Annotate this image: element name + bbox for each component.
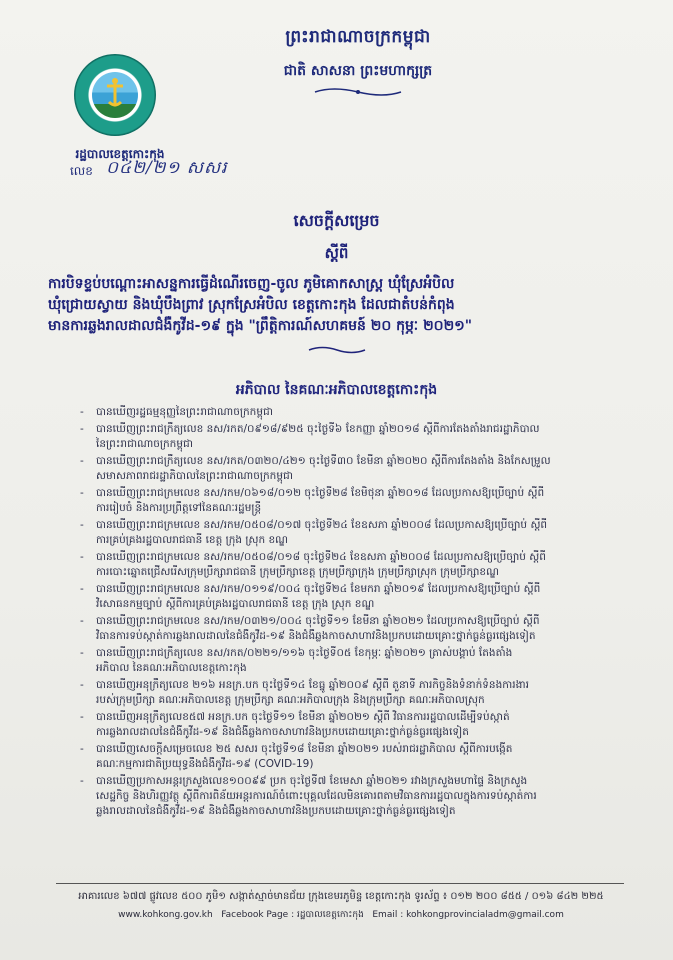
subject-line: មានការឆ្លងរាលដាលជំងឺកូវីដ-១៩ ក្នុង "ព្រឹត្តិការណ៍សហគមន៍ ២០ កុម្ភៈ ២០២១"	[48, 318, 473, 334]
consideration-line: របស់ក្រុមប្រឹក្សា គណៈអភិបាលខេត្ត ក្រុមប្រឹក្សា គណៈអភិបាលក្រុង និងក្រុមប្រឹក្សា គណៈអភិបាលស្រុក	[96, 694, 485, 706]
list-item	[80, 422, 620, 452]
consideration-line: ការរៀបចំ និងការប្រព្រឹត្តទៅនៃគណៈរដ្ឋមន្ត្រី	[96, 502, 262, 514]
subject-line: ឃុំជ្រោយស្វាយ និងឃុំបឹងព្រាវ ស្រុកស្រែអំបិល ខេត្តកោះកុង ដែលជាតំបន់កំពុង	[48, 297, 455, 313]
list-item	[80, 405, 620, 420]
consideration-line: សមាសភាពរាជរដ្ឋាភិបាលនៃព្រះរាជាណាចក្រកម្ពុជា	[96, 470, 293, 482]
list-item	[80, 550, 620, 580]
org-name: រដ្ឋបាលខេត្តកោះកុង	[75, 147, 165, 161]
decision-title: សេចក្ដីសម្រេច	[293, 211, 380, 230]
reference-label: លេខ	[70, 164, 93, 178]
consideration-line: - បានឃើញរដ្ឋធម្មនុញ្ញនៃព្រះរាជាណាចក្រកម្ពុជា	[96, 406, 273, 418]
list-item	[80, 678, 620, 708]
facebook-label: Facebook Page :	[221, 910, 295, 920]
consideration-line: - បានឃើញអនុក្រឹត្យលេខ ២១៦ អនក្រ.បក ចុះថ្ងៃទី១៤ ខែធ្នូ ឆ្នាំ២០០៩ ស្ដីពី តួនាទី ភារកិច្ចនិងទំនាក់ទំនងការងារ	[96, 679, 529, 691]
list-item	[80, 742, 620, 772]
issuing-authority: អភិបាល នៃគណៈអភិបាលខេត្តកោះកុង	[235, 382, 438, 398]
list-item	[80, 774, 620, 819]
consideration-line: - បានឃើញព្រះរាជក្រឹត្យលេខ នស/រកត/០៣២០/៤២១ ចុះថ្ងៃទី៣០ ខែមីនា ឆ្នាំ២០២០ ស្ដីពីការតែងតាំង និងកែសម្រួល	[96, 455, 551, 467]
subject-line: ការបិទខ្ទប់បណ្ដោះអាសន្នការធ្វើដំណើរចេញ-ចូល ភូមិគោកសាស្ត្រ ឃុំស្រែអំបិល	[48, 276, 455, 292]
consideration-line: - បានឃើញព្រះរាជក្រមលេខ នស/រកម/០៥០៨/០១៨ ចុះថ្ងៃទី២៤ ខែឧសភា ឆ្នាំ២០០៨ ដែលប្រកាសឱ្យប្រើច្បាប់ ស្ដីពី	[96, 551, 546, 563]
consideration-line: វិសោធនកម្មច្បាប់ ស្ដីពីការគ្រប់គ្រងរដ្ឋបាលរាជធានី ខេត្ត ក្រុង ស្រុក ខណ្ឌ	[96, 598, 375, 610]
national-motto: ជាតិ សាសនា ព្រះមហាក្សត្រ	[283, 63, 433, 79]
consideration-line: ការឆ្លងរាលដាលនៃជំងឺកូវីដ-១៩ និងជំងឺឆ្លងកាចសាហាវនិងប្រកបដោយគ្រោះថ្នាក់ធ្ងន់ធ្ងរផ្សេងទៀត	[96, 726, 469, 738]
consideration-line: ការគ្រប់គ្រងរដ្ឋបាលរាជធានី ខេត្ត ក្រុង ស្រុក ខណ្ឌ	[96, 534, 288, 546]
website-link[interactable]: www.kohkong.gov.kh	[118, 910, 213, 920]
kingdom-heading: ព្រះរាជាណាចក្រកម្ពុជា	[285, 27, 431, 47]
consideration-line: នៃព្រះរាជាណាចក្រកម្ពុជា	[96, 438, 194, 450]
separator-ornament	[307, 345, 367, 355]
consideration-line: - បានឃើញសេចក្ដីសម្រេចលេខ ២៥ សសរ ចុះថ្ងៃទី១៨ ខែមីនា ឆ្នាំ២០២១ របស់រាជរដ្ឋាភិបាល ស្ដីពីការបង្កើត	[96, 743, 513, 755]
list-item	[80, 454, 620, 484]
list-item	[80, 582, 620, 612]
consideration-line: ឆ្លងរាលដាលនៃជំងឺកូវីដ-១៩ និងជំងឺឆ្លងកាចសាហាវនិងប្រកបដោយគ្រោះថ្នាក់ធ្ងន់ធ្ងរផ្សេងទៀត	[96, 805, 456, 817]
considerations-list	[80, 405, 620, 821]
flourish-ornament	[313, 86, 403, 98]
footer-address: អាគារលេខ ៦៧៧ ផ្លូវលេខ ៥០០ ភូមិ១ សង្កាត់ស្មាច់មានជ័យ ក្រុងខេមរភូមិន្ទ ខេត្តកោះកុង ទូរស័ព្ទ ៖ ០១២ ២០០ ៨៥៥ / ០១៦ ៨៤២ ២២៥	[78, 891, 604, 902]
email-label: Email :	[372, 910, 404, 920]
consideration-line: - បានឃើញព្រះរាជក្រមលេខ នស/រកម/០៦១៨/០១២ ចុះថ្ងៃទី២៨ ខែមិថុនា ឆ្នាំ២០១៨ ដែលប្រកាសឱ្យប្រើច្បាប់ ស្ដីពី	[96, 487, 545, 499]
list-item	[80, 710, 620, 740]
letterhead	[238, 26, 478, 98]
list-item	[80, 486, 620, 516]
consideration-line: - បានឃើញអនុក្រឹត្យលេខ៥៧ អនក្រ.បក ចុះថ្ងៃទី១១ ខែមីនា ឆ្នាំ២០២១ ស្ដីពី វិធានការរដ្ឋបាលដើម្បីទប់ស្កាត់	[96, 711, 510, 723]
consideration-line: គណៈកម្មការជាតិប្រយុទ្ធនឹងជំងឺកូវីដ-១៩ (COVID-19)	[96, 758, 314, 770]
consideration-line: - បានឃើញប្រកាសអន្តរក្រសួងលេខ១០០៩៩ ប្រក ចុះថ្ងៃទី៧ ខែមេសា ឆ្នាំ២០២១ រវាងក្រសួងមហាផ្ទៃ និងក្រសួង	[96, 775, 528, 787]
reference-number-handwritten: ០៤២/២១ សសរ	[106, 158, 228, 178]
decision-title-block	[40, 210, 633, 355]
consideration-line: - បានឃើញព្រះរាជក្រមលេខ នស/រកម/០៥០៨/០១៧ ចុះថ្ងៃទី២៤ ខែឧសភា ឆ្នាំ២០០៨ ដែលប្រកាសឱ្យប្រើច្បាប់ ស្ដីពី	[96, 519, 548, 531]
provincial-seal-icon	[74, 54, 156, 136]
list-item	[80, 614, 620, 644]
consideration-line: ការបោះឆ្នោតជ្រើសរើសក្រុមប្រឹក្សារាជធានី ក្រុមប្រឹក្សាខេត្ត ក្រុមប្រឹក្សាក្រុង ក្រុមប្រឹក្សាស្រុក ក្រុមប្រឹក្សាខណ្ឌ	[96, 566, 499, 578]
consideration-line: វិធានការទប់ស្កាត់ការឆ្លងរាលដាលនៃជំងឺកូវីដ-១៩ និងជំងឺឆ្លងកាចសាហាវនិងប្រកបដោយគ្រោះថ្នាក់ធ្ងន់ធ្ងរផ្សេងទៀត	[96, 630, 536, 642]
consideration-line: - បានឃើញព្រះរាជក្រឹត្យលេខ នស/រកត/០៩១៨/៩២៥ ចុះថ្ងៃទី៦ ខែកញ្ញា ឆ្នាំ២០១៨ ស្ដីពីការតែងតាំងរាជរដ្ឋាភិបាល	[96, 423, 540, 435]
consideration-line: - បានឃើញព្រះរាជក្រមលេខ នស/រកម/០៣២១/០០៤ ចុះថ្ងៃទី១១ ខែមីនា ឆ្នាំ២០២១ ដែលប្រកាសឱ្យប្រើច្បាប់ ស្ដីពី	[96, 615, 540, 627]
facebook-page-link[interactable]: រដ្ឋបាលខេត្តកោះកុង	[296, 910, 364, 920]
consideration-line: - បានឃើញព្រះរាជក្រមលេខ នស/រកម/០១១៩/០០៤ ចុះថ្ងៃទី២៤ ខែមករា ឆ្នាំ២០១៩ ដែលប្រកាសឱ្យប្រើច្បាប់ ស្ដីពី	[96, 583, 541, 595]
list-item	[80, 518, 620, 548]
decision-about: ស្ដីពី	[324, 244, 349, 262]
consideration-line: អភិបាល នៃគណៈអភិបាលខេត្តកោះកុង	[96, 662, 247, 674]
decision-subject	[40, 274, 633, 337]
consideration-line: - បានឃើញព្រះរាជក្រឹត្យលេខ នស/រកត/០២២១/១១៦ ចុះថ្ងៃទី០៥ ខែកុម្ភៈ ឆ្នាំ២០២១ ត្រាស់បង្គាប់ តែងតាំង	[96, 647, 513, 659]
footer-divider	[56, 883, 624, 884]
email-link[interactable]: kohkongprovincialadm@gmail.com	[406, 910, 564, 920]
footer-contact	[58, 909, 624, 922]
list-item	[80, 646, 620, 676]
consideration-line: សេដ្ឋកិច្ច និងហិរញ្ញវត្ថុ ស្ដីពីការពិន័យអន្តរការណ៍ចំពោះបុគ្គលដែលមិនគោរពតាមវិធានការរដ្ឋបាលក្នុងការទប់ស្កាត់ការ	[96, 790, 537, 802]
